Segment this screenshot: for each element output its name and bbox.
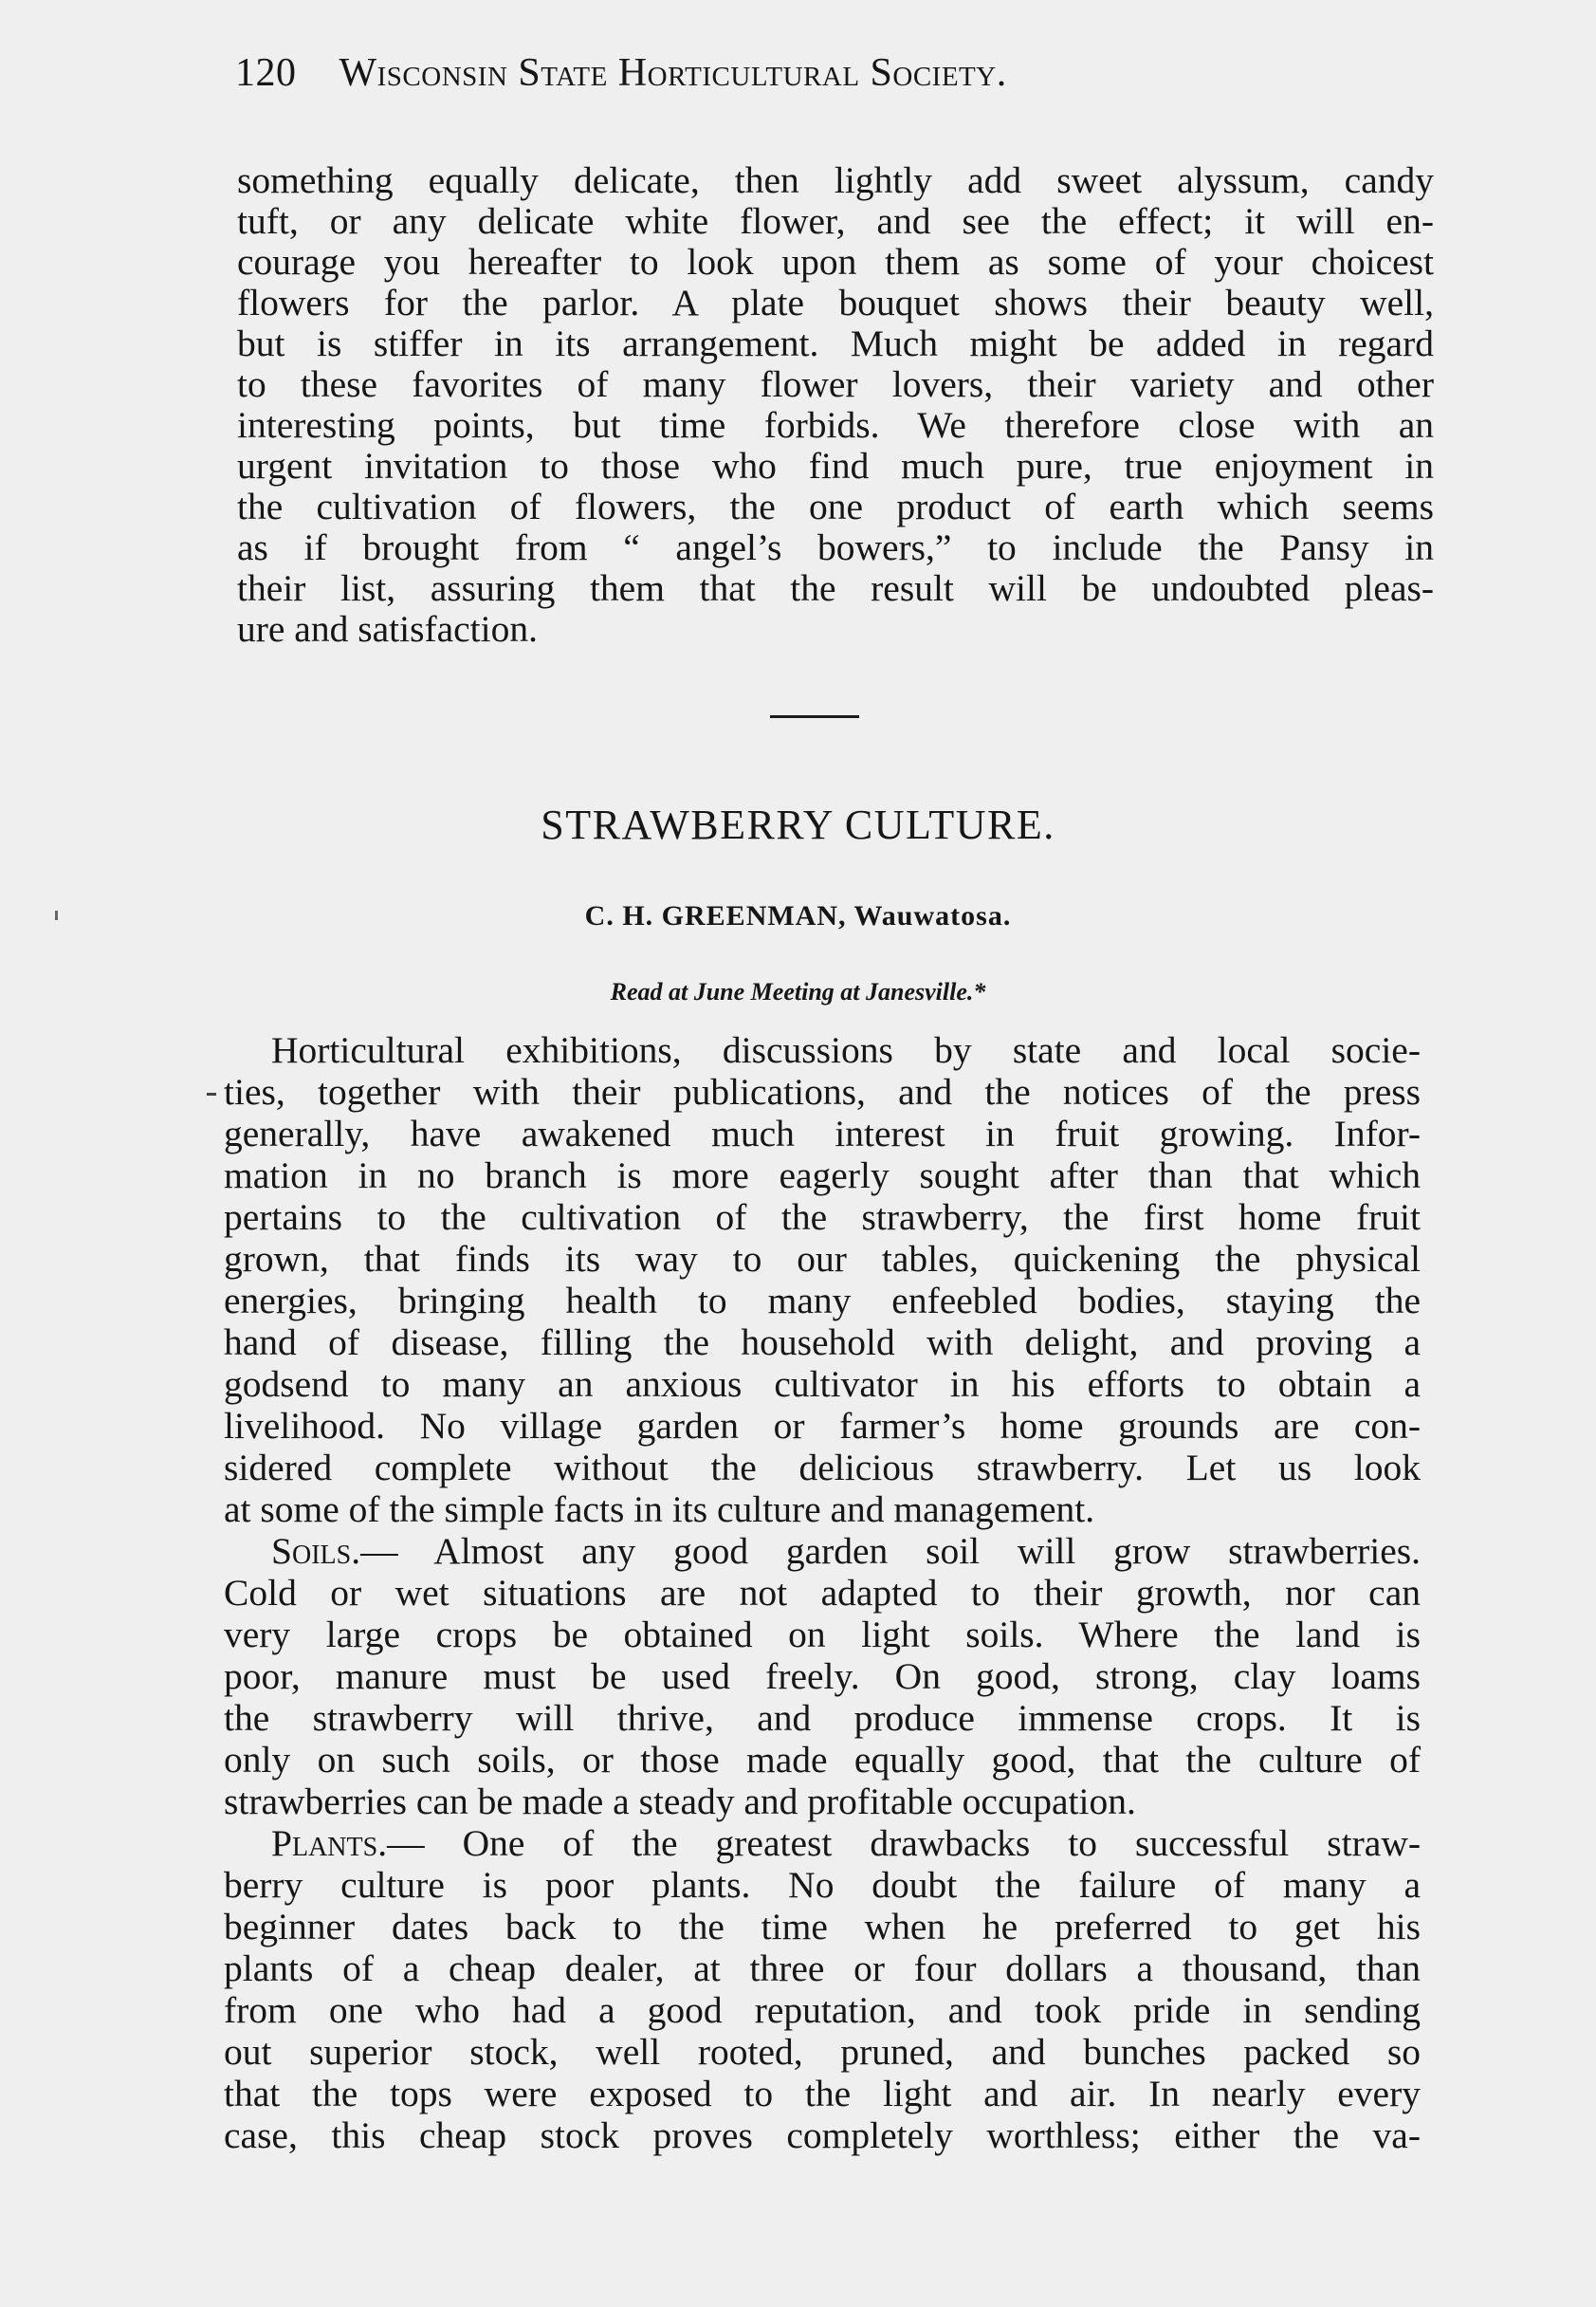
text-line: sidered complete without the delicious strawberry. Let us look (224, 1447, 1421, 1488)
article-author: C. H. GREENMAN, Wauwatosa. (584, 900, 1012, 932)
text-line: ties, together with their publications, and the notices of the press (224, 1071, 1421, 1113)
text-line: Cold or wet situations are not adapted to their growth, nor can (224, 1572, 1421, 1614)
text-line: the cultivation of flowers, the one product of earth which seems (237, 486, 1434, 527)
text-line: only on such soils, or those made equally good, that the culture of (224, 1739, 1421, 1781)
text-line: their list, assuring them that the result will be undoubted pleas- (237, 567, 1434, 609)
text-line: strawberries can be made a steady and profitable occupation. (224, 1781, 1136, 1822)
text-line: something equally delicate, then lightly add sweet alyssum, candy (237, 159, 1434, 201)
text-line: very large crops be obtained on light soils. Where the land is (224, 1614, 1421, 1655)
section-divider (770, 715, 859, 718)
running-header (235, 49, 1278, 97)
text-line: livelihood. No village garden or farmer’s home grounds are con- (224, 1405, 1421, 1447)
text-line: grown, that finds its way to our tables, quickening the physical (224, 1238, 1421, 1280)
text-line: that the tops were exposed to the light and air. In nearly every (224, 2073, 1421, 2114)
subhead-plants: Plants. (271, 1822, 388, 1864)
margin-mark (207, 1093, 216, 1096)
text-line: the strawberry will thrive, and produce immense crops. It is (224, 1697, 1421, 1739)
text-line: out superior stock, well rooted, pruned, and bunches packed so (224, 2031, 1421, 2073)
text-line: tuft, or any delicate white flower, and see the effect; it will en- (237, 200, 1434, 242)
text-line: ure and satisfaction. (237, 608, 538, 650)
text-line: berry culture is poor plants. No doubt the failure of many a (224, 1864, 1421, 1906)
text-line: plants of a cheap dealer, at three or four dollars a thousand, than (224, 1947, 1421, 1989)
text-line: Horticultural exhibitions, discussions by state and local socie- (271, 1029, 1421, 1071)
text-line: to these favorites of many flower lovers, their variety and other (237, 363, 1434, 405)
text-line: mation in no branch is more eagerly sought after than that which (224, 1154, 1421, 1196)
text-line: case, this cheap stock proves completely worthless; either the va- (224, 2114, 1421, 2156)
subhead-soils: Soils. (271, 1530, 361, 1572)
text-line: courage you hereafter to look upon them as some of your choicest (237, 241, 1434, 283)
text-line: but is stiffer in its arrangement. Much might be added in regard (237, 323, 1434, 364)
text-line: godsend to many an anxious cultivator in his efforts to obtain a (224, 1363, 1421, 1405)
text-line: energies, bringing health to many enfeebled bodies, staying the (224, 1280, 1421, 1321)
text-line: from one who had a good reputation, and took pride in sending (224, 1989, 1421, 2031)
article-note: Read at June Meeting at Janesville.* (610, 978, 986, 1006)
text-line (271, 1530, 1421, 1572)
text-line: pertains to the cultivation of the strawberry, the first home fruit (224, 1196, 1421, 1238)
text-line: interesting points, but time forbids. We therefore close with an (237, 404, 1434, 446)
text-line: hand of disease, filling the household with delight, and proving a (224, 1321, 1421, 1363)
article-title: STRAWBERRY CULTURE. (541, 802, 1055, 848)
text-line (271, 1822, 1421, 1864)
soils-first-text: — Almost any good garden soil will grow strawberries. (360, 1530, 1421, 1572)
text-line: beginner dates back to the time when he preferred to get his (224, 1906, 1421, 1947)
plants-first-text: — One of the greatest drawbacks to successful straw- (387, 1822, 1421, 1864)
text-line: poor, manure must be used freely. On good, strong, clay loams (224, 1655, 1421, 1697)
margin-mark (55, 911, 58, 920)
text-line: flowers for the parlor. A plate bouquet shows their beauty well, (237, 282, 1434, 323)
text-line: urgent invitation to those who find much pure, true enjoyment in (237, 445, 1434, 487)
text-line: as if brought from “ angel’s bowers,” to include the Pansy in (237, 526, 1434, 568)
text-line: generally, have awakened much interest in fruit growing. Infor- (224, 1113, 1421, 1154)
page-number: 120 (235, 51, 297, 95)
running-title: Wisconsin State Horticultural Society. (339, 51, 1007, 95)
text-line: at some of the simple facts in its culture and management. (224, 1488, 1095, 1530)
